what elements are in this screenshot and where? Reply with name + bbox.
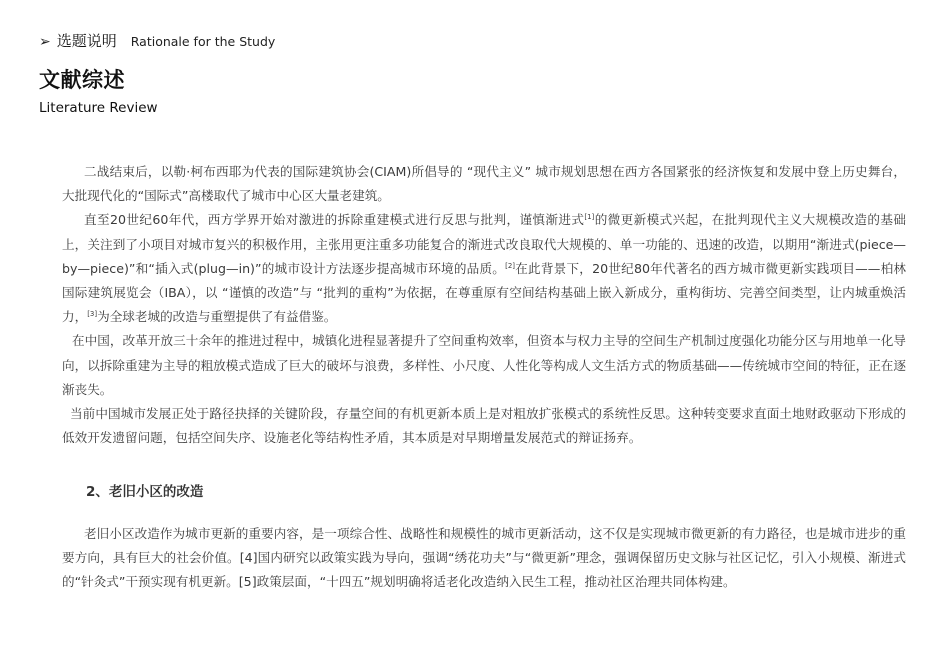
paragraph-2-part-d: 为全球老城的改造与重塑提供了有益借鉴。: [97, 309, 337, 325]
arrow-bullet-icon: ➢: [39, 34, 51, 50]
section-header: [39, 30, 275, 51]
citation-ref: [2]: [505, 261, 516, 270]
body-text-2: [62, 522, 906, 595]
paragraph-1: 二战结束后，以勒·柯布西耶为代表的国际建筑协会(CIAM)所倡导的 “现代主义” 城市规划思想在西方各国紧张的经济恢复和发展中登上历史舞台，大批现代化的“国际式”高楼取代了城市中心区大量老建筑。: [62, 164, 906, 204]
paragraph-3: 在中国，改革开放三十余年的推进过程中，城镇化进程显著提升了空间重构效率，但资本与权力主导的空间生产机制过度强化功能分区与用地单一化导向，以拆除重建为主导的粗放模式造成了巨大的破坏与浪费，多样性、小尺度、人性化等构成人文生活方式的物质基础——传统城市空间的特征，正在逐渐丧失。: [62, 333, 906, 397]
subheading: 2、老旧小区的改造: [86, 484, 204, 500]
paragraph-2-part-b: 的微更新模式兴起，在批判现代主义大规模改造的基础上，关注到了小项目对城市复兴的积极作用，主张用更注重多功能复合的渐进式改良取代大规模的、单一功能的、迅速的改造，以期用“渐进式(piece—by—piece)”和“插入式(plug—in)”的城市设计方法逐步提高城市环境的品质。: [62, 212, 906, 276]
page-subtitle: Literature Review: [39, 100, 158, 116]
paragraph-2-part-c: 在此背景下，20世纪80年代著名的西方城市微更新实践项目——柏林国际建筑展览会（IBA），以 “谨慎的改造”与 “批判的重构”为依据，在尊重原有空间结构基础上嵌入新成分，重构街坊、完善空间类型，让内城重焕活力，: [62, 260, 906, 325]
citation-ref: [1]: [584, 213, 595, 222]
body-text: [62, 160, 906, 450]
paragraph-5: 老旧小区改造作为城市更新的重要内容，是一项综合性、战略性和规模性的城市更新活动，这不仅是实现城市微更新的有力路径，也是城市进步的重要方向，具有巨大的社会价值。[4]国内研究以政策实践为导向，强调“绣花功夫”与“微更新”理念，强调保留历史文脉与社区记忆，引入小规模、渐进式的“针灸式”干预实现有机更新。[5]政策层面，“十四五”规划明确将适老化改造纳入民生工程，推动社区治理共同体构建。: [62, 526, 906, 590]
page-title: 文献综述: [39, 68, 125, 92]
section-title-en: Rationale for the Study: [130, 34, 276, 49]
citation-ref: [3]: [87, 310, 98, 319]
section-title-cn: 选题说明: [56, 32, 117, 50]
paragraph-4: 当前中国城市发展正处于路径抉择的关键阶段，存量空间的有机更新本质上是对粗放扩张模式的系统性反思。这种转变要求直面土地财政驱动下形成的低效开发遗留问题，包括空间失序、设施老化等结构性矛盾，其本质是对早期增量发展范式的辩证扬弃。: [62, 406, 906, 446]
paragraph-2-part-a: 直至20世纪60年代，西方学界开始对激进的拆除重建模式进行反思与批判，谨慎渐进式: [84, 212, 585, 228]
paragraph-2: [62, 208, 906, 329]
